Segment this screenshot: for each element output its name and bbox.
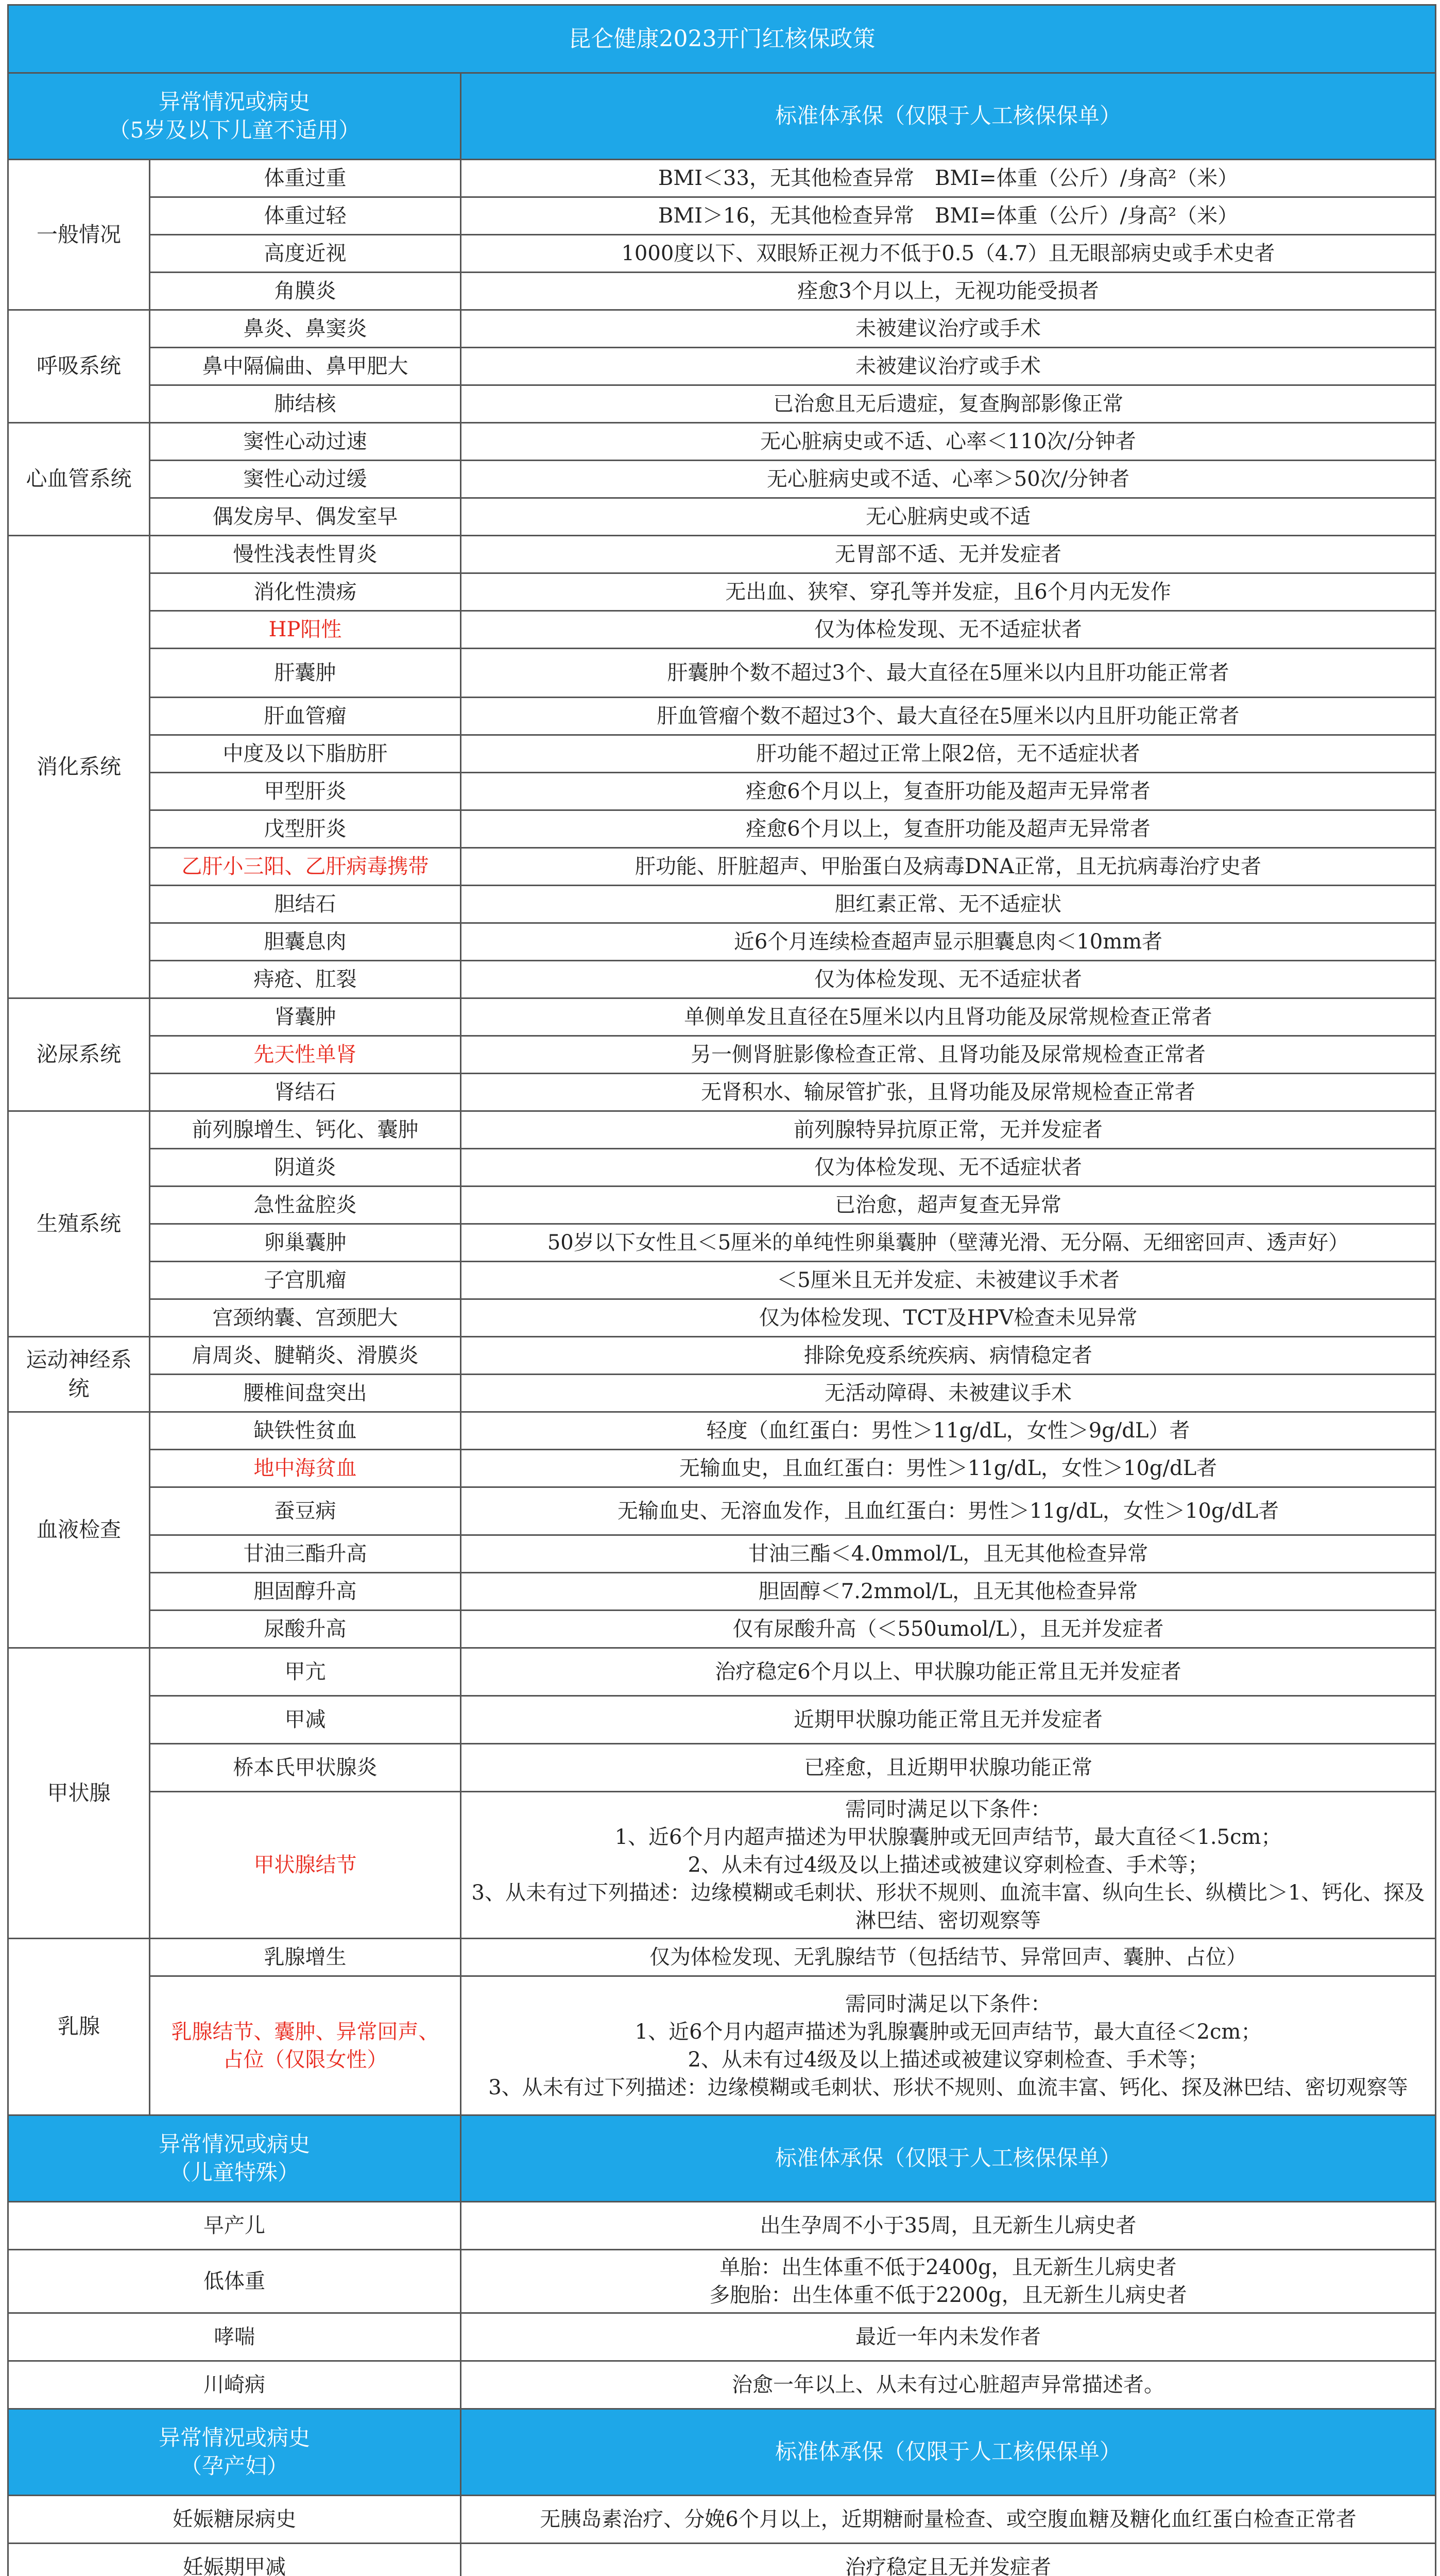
policy-cell: 仅为体检发现、无不适症状者 (461, 1149, 1436, 1187)
policy-cell: 无输血史、无溶血发作，且血红蛋白：男性＞11g/dL，女性＞10g/dL者 (461, 1487, 1436, 1535)
condition-line: 占位（仅限女性） (222, 2047, 388, 2072)
table-row (8, 1187, 1436, 1224)
policy-line: 3、从未有过下列描述：边缘模糊或毛刺状、形状不规则、血流丰富、纵向生长、纵横比＞1、钙化、探及淋巴结、密切观察等 (471, 1881, 1425, 1933)
table-row (8, 1611, 1436, 1648)
section-header-right: 标准体承保（仅限于人工核保保单） (461, 73, 1436, 160)
table-row (8, 1412, 1436, 1450)
policy-cell: 已治愈且无后遗症，复查胸部影像正常 (461, 385, 1436, 423)
condition-cell: 肝囊肿 (150, 649, 461, 698)
section-header-right: 标准体承保（仅限于人工核保保单） (461, 2115, 1436, 2202)
condition-cell: 甲型肝炎 (150, 773, 461, 810)
condition-cell: 腰椎间盘突出 (150, 1375, 461, 1412)
condition-cell: 甲减 (150, 1696, 461, 1744)
condition-cell: 妊娠糖尿病史 (8, 2496, 461, 2544)
table-row (8, 573, 1436, 611)
table-row (8, 2250, 1436, 2313)
condition-cell: 乙肝小三阳、乙肝病毒携带 (150, 848, 461, 886)
page-title: 昆仑健康2023开门红核保政策 (8, 5, 1436, 73)
underwriting-policy-sheet (7, 4, 1435, 2576)
policy-line: 多胞胎：出生体重不低于2200g，且无新生儿病史者 (709, 2283, 1187, 2307)
section-header-right: 标准体承保（仅限于人工核保保单） (461, 2409, 1436, 2496)
policy-cell (461, 2361, 1436, 2409)
condition-cell: 肝血管瘤 (150, 698, 461, 735)
policy-cell: 仅为体检发现、无乳腺结节（包括结节、异常回声、囊肿、占位） (461, 1939, 1436, 1976)
table-row (8, 197, 1436, 235)
policy-cell: 50岁以下女性且＜5厘米的单纯性卵巢囊肿（壁薄光滑、无分隔、无细密回声、透声好） (461, 1224, 1436, 1262)
policy-cell (461, 1792, 1436, 1939)
condition-cell: 甲亢 (150, 1648, 461, 1696)
condition-cell: 桥本氏甲状腺炎 (150, 1744, 461, 1792)
policy-cell: 仅有尿酸升高（＜550umol/L），且无并发症者 (461, 1611, 1436, 1648)
table-row (8, 848, 1436, 886)
table-row (8, 2115, 1436, 2202)
table-row (8, 998, 1436, 1036)
policy-cell (461, 1976, 1436, 2115)
category-cell: 消化系统 (8, 536, 150, 998)
condition-cell: 宫颈纳囊、宫颈肥大 (150, 1299, 461, 1337)
condition-cell: 缺铁性贫血 (150, 1412, 461, 1450)
header-line: （儿童特殊） (169, 2159, 299, 2185)
condition-cell: 急性盆腔炎 (150, 1187, 461, 1224)
category-cell: 运动神经系统 (8, 1337, 150, 1412)
condition-cell: 痔疮、肛裂 (150, 961, 461, 998)
condition-cell (150, 1976, 461, 2115)
condition-cell: 子宫肌瘤 (150, 1262, 461, 1299)
policy-cell: BMI＞16，无其他检查异常 BMI=体重（公斤）/身高²（米） (461, 197, 1436, 235)
policy-cell: 无输血史，且血红蛋白：男性＞11g/dL，女性＞10g/dL者 (461, 1450, 1436, 1487)
table-row (8, 1744, 1436, 1792)
condition-cell: 窦性心动过速 (150, 423, 461, 461)
table-row (8, 2361, 1436, 2409)
condition-cell: 消化性溃疡 (150, 573, 461, 611)
policy-cell: 近期甲状腺功能正常且无并发症者 (461, 1696, 1436, 1744)
table-row (8, 310, 1436, 348)
condition-cell: 早产儿 (8, 2202, 461, 2250)
table-row (8, 2313, 1436, 2361)
policy-cell: 治疗稳定6个月以上、甲状腺功能正常且无并发症者 (461, 1648, 1436, 1696)
condition-cell: 胆囊息肉 (150, 923, 461, 961)
table-row (8, 886, 1436, 923)
category-cell: 乳腺 (8, 1939, 150, 2115)
table-row (8, 536, 1436, 573)
condition-cell: 甲状腺结节 (150, 1792, 461, 1939)
policy-cell: 近6个月连续检查超声显示胆囊息肉＜10mm者 (461, 923, 1436, 961)
policy-line: 1、近6个月内超声描述为乳腺囊肿或无回声结节，最大直径＜2cm； (635, 2020, 1262, 2044)
policy-cell: 无出血、狭窄、穿孔等并发症，且6个月内无发作 (461, 573, 1436, 611)
policy-line: 需同时满足以下条件： (845, 1798, 1051, 1821)
condition-cell: 戊型肝炎 (150, 810, 461, 848)
header-line: 异常情况或病史 (158, 2131, 310, 2157)
policy-cell: 无胃部不适、无并发症者 (461, 536, 1436, 573)
section-header-left (8, 73, 461, 160)
policy-line: 3、从未有过下列描述：边缘模糊或毛刺状、形状不规则、血流丰富、钙化、探及淋巴结、密切观察等 (488, 2075, 1408, 2099)
category-cell: 呼吸系统 (8, 310, 150, 423)
category-cell: 心血管系统 (8, 423, 150, 536)
table-row (8, 2544, 1436, 2576)
table-row (8, 1450, 1436, 1487)
condition-cell: HP阳性 (150, 611, 461, 649)
policy-cell: 肝囊肿个数不超过3个、最大直径在5厘米以内且肝功能正常者 (461, 649, 1436, 698)
policy-cell: 肝功能、肝脏超声、甲胎蛋白及病毒DNA正常，且无抗病毒治疗史者 (461, 848, 1436, 886)
table-row (8, 1337, 1436, 1375)
condition-cell: 地中海贫血 (150, 1450, 461, 1487)
condition-cell: 尿酸升高 (150, 1611, 461, 1648)
category-cell: 甲状腺 (8, 1648, 150, 1939)
table-row (8, 385, 1436, 423)
policy-line: 1、近6个月内超声描述为甲状腺囊肿或无回声结节，最大直径＜1.5cm； (614, 1825, 1282, 1849)
table-row (8, 1262, 1436, 1299)
policy-cell: 治疗稳定且无并发症者 (461, 2544, 1436, 2576)
condition-cell: 角膜炎 (150, 273, 461, 310)
table-row (8, 1573, 1436, 1611)
table-row (8, 498, 1436, 536)
condition-cell: 中度及以下脂肪肝 (150, 735, 461, 773)
condition-cell: 偶发房早、偶发室早 (150, 498, 461, 536)
table-row (8, 1036, 1436, 1074)
condition-cell: 乳腺增生 (150, 1939, 461, 1976)
policy-cell: 单侧单发且直径在5厘米以内且肾功能及尿常规检查正常者 (461, 998, 1436, 1036)
condition-cell: 窦性心动过缓 (150, 461, 461, 498)
table-row (8, 1939, 1436, 1976)
condition-cell: 肩周炎、腱鞘炎、滑膜炎 (150, 1337, 461, 1375)
condition-cell: 前列腺增生、钙化、囊肿 (150, 1111, 461, 1149)
table-row (8, 810, 1436, 848)
condition-cell: 高度近视 (150, 235, 461, 273)
condition-cell: 体重过重 (150, 160, 461, 197)
condition-cell: 肾囊肿 (150, 998, 461, 1036)
table-row (8, 698, 1436, 735)
category-cell: 生殖系统 (8, 1111, 150, 1337)
table-row (8, 1487, 1436, 1535)
policy-cell: BMI＜33，无其他检查异常 BMI=体重（公斤）/身高²（米） (461, 160, 1436, 197)
policy-cell: 仅为体检发现、TCT及HPV检查未见异常 (461, 1299, 1436, 1337)
condition-cell: 胆固醇升高 (150, 1573, 461, 1611)
policy-cell: 1000度以下、双眼矫正视力不低于0.5（4.7）且无眼部病史或手术史者 (461, 235, 1436, 273)
table-row (8, 735, 1436, 773)
section-header-left (8, 2409, 461, 2496)
policy-cell: 已痊愈，且近期甲状腺功能正常 (461, 1744, 1436, 1792)
table-row (8, 160, 1436, 197)
table-row (8, 348, 1436, 385)
header-line: 异常情况或病史 (158, 2425, 310, 2450)
table-row (8, 423, 1436, 461)
condition-cell: 低体重 (8, 2250, 461, 2313)
policy-cell: 已治愈，超声复查无异常 (461, 1187, 1436, 1224)
policy-cell: 排除免疫系统疾病、病情稳定者 (461, 1337, 1436, 1375)
policy-cell: 胆固醇＜7.2mmol/L，且无其他检查异常 (461, 1573, 1436, 1611)
policy-cell: 仅为体检发现、无不适症状者 (461, 961, 1436, 998)
policy-cell: 痊愈6个月以上，复查肝功能及超声无异常者 (461, 773, 1436, 810)
condition-cell: 川崎病 (8, 2361, 461, 2409)
policy-cell: 肝功能不超过正常上限2倍，无不适症状者 (461, 735, 1436, 773)
policy-cell: 无肾积水、输尿管扩张，且肾功能及尿常规检查正常者 (461, 1074, 1436, 1111)
condition-cell: 阴道炎 (150, 1149, 461, 1187)
table-row (8, 461, 1436, 498)
table-row (8, 961, 1436, 998)
policy-cell: 甘油三酯＜4.0mmol/L，且无其他检查异常 (461, 1535, 1436, 1573)
table-row (8, 1074, 1436, 1111)
condition-cell: 体重过轻 (150, 197, 461, 235)
policy-cell: 轻度（血红蛋白：男性＞11g/dL，女性＞9g/dL）者 (461, 1412, 1436, 1450)
policy-line: 治愈一年以上、从未有过心脏超声异常描述者。 (732, 2373, 1164, 2397)
condition-cell: 鼻中隔偏曲、鼻甲肥大 (150, 348, 461, 385)
category-cell: 一般情况 (8, 160, 150, 310)
header-line: 异常情况或病史 (158, 89, 310, 114)
policy-cell: 肝血管瘤个数不超过3个、最大直径在5厘米以内且肝功能正常者 (461, 698, 1436, 735)
table-row (8, 1149, 1436, 1187)
policy-cell: ＜5厘米且无并发症、未被建议手术者 (461, 1262, 1436, 1299)
policy-cell: 无心脏病史或不适、心率＜110次/分钟者 (461, 423, 1436, 461)
policy-cell: 无活动障碍、未被建议手术 (461, 1375, 1436, 1412)
header-line: （孕产妇） (180, 2453, 288, 2479)
table-row (8, 611, 1436, 649)
table-row (8, 1224, 1436, 1262)
category-cell: 血液检查 (8, 1412, 150, 1648)
policy-cell: 仅为体检发现、无不适症状者 (461, 611, 1436, 649)
policy-cell: 痊愈6个月以上，复查肝功能及超声无异常者 (461, 810, 1436, 848)
policy-cell (461, 2313, 1436, 2361)
policy-cell: 另一侧肾脏影像检查正常、且肾功能及尿常规检查正常者 (461, 1036, 1436, 1074)
policy-line: 需同时满足以下条件： (845, 1992, 1051, 2016)
condition-cell: 胆结石 (150, 886, 461, 923)
table-row (8, 1696, 1436, 1744)
table-row (8, 2202, 1436, 2250)
table-row (8, 1535, 1436, 1573)
table-row (8, 649, 1436, 698)
table-row (8, 773, 1436, 810)
table-row (8, 235, 1436, 273)
policy-cell (461, 2202, 1436, 2250)
policy-cell: 无胰岛素治疗、分娩6个月以上，近期糖耐量检查、或空腹血糖及糖化血红蛋白检查正常者 (461, 2496, 1436, 2544)
condition-cell: 肺结核 (150, 385, 461, 423)
category-cell: 泌尿系统 (8, 998, 150, 1111)
policy-cell (461, 2250, 1436, 2313)
condition-cell: 蚕豆病 (150, 1487, 461, 1535)
condition-cell: 肾结石 (150, 1074, 461, 1111)
condition-cell: 甘油三酯升高 (150, 1535, 461, 1573)
condition-cell: 慢性浅表性胃炎 (150, 536, 461, 573)
condition-cell: 哮喘 (8, 2313, 461, 2361)
condition-cell: 卵巢囊肿 (150, 1224, 461, 1262)
policy-cell: 无心脏病史或不适 (461, 498, 1436, 536)
condition-line: 乳腺结节、囊肿、异常回声、 (171, 2020, 439, 2044)
condition-cell: 鼻炎、鼻窦炎 (150, 310, 461, 348)
policy-line: 2、从未有过4级及以上描述或被建议穿刺检查、手术等； (688, 2047, 1209, 2072)
policy-line: 出生孕周不小于35周，且无新生儿病史者 (760, 2214, 1137, 2238)
header-line: （5岁及以下儿童不适用） (108, 117, 361, 143)
policy-table (7, 4, 1436, 2576)
table-row (8, 273, 1436, 310)
condition-cell: 妊娠期甲减 (8, 2544, 461, 2576)
policy-cell: 痊愈3个月以上，无视功能受损者 (461, 273, 1436, 310)
table-row (8, 2496, 1436, 2544)
table-row (8, 1976, 1436, 2115)
policy-line: 2、从未有过4级及以上描述或被建议穿刺检查、手术等； (688, 1853, 1209, 1877)
table-row (8, 1111, 1436, 1149)
table-row (8, 1792, 1436, 1939)
table-row (8, 923, 1436, 961)
policy-cell: 未被建议治疗或手术 (461, 348, 1436, 385)
policy-cell: 未被建议治疗或手术 (461, 310, 1436, 348)
table-row (8, 1375, 1436, 1412)
table-row (8, 2409, 1436, 2496)
policy-line: 单胎：出生体重不低于2400g，且无新生儿病史者 (719, 2256, 1177, 2279)
table-row (8, 1299, 1436, 1337)
table-row (8, 1648, 1436, 1696)
table-row (8, 73, 1436, 160)
policy-cell: 无心脏病史或不适、心率＞50次/分钟者 (461, 461, 1436, 498)
policy-cell: 胆红素正常、无不适症状 (461, 886, 1436, 923)
condition-cell: 先天性单肾 (150, 1036, 461, 1074)
policy-cell: 前列腺特异抗原正常，无并发症者 (461, 1111, 1436, 1149)
policy-line: 最近一年内未发作者 (855, 2325, 1041, 2349)
section-header-left (8, 2115, 461, 2202)
